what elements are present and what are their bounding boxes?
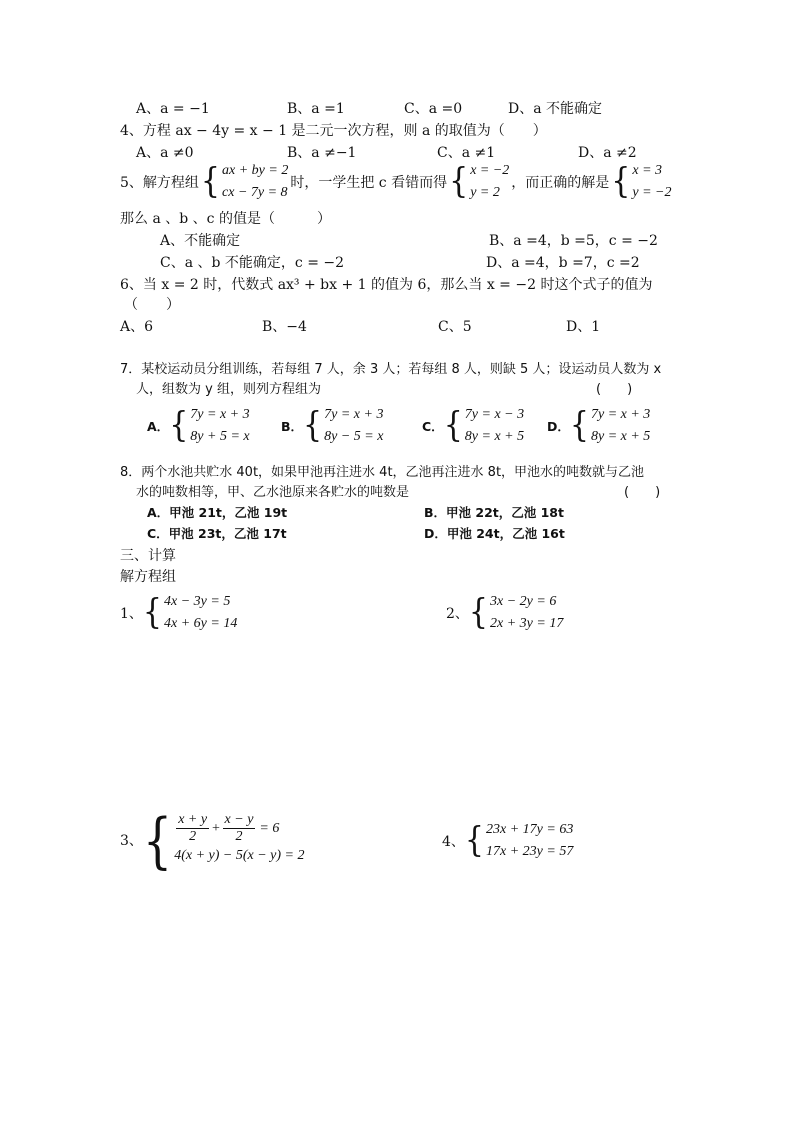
q3-option-b: B、a =1 bbox=[287, 101, 345, 117]
q7-line1: 7．某校运动员分组训练，若每组 7 人，余 3 人；若每组 8 人，则缺 5 人；设运动员人数为 x bbox=[120, 362, 662, 377]
fraction-numerator: x − y bbox=[224, 812, 254, 827]
q8-line2: 水的吨数相等，甲、乙水池原来各贮水的吨数是 bbox=[136, 485, 410, 500]
fraction-numerator: x + y bbox=[178, 812, 208, 827]
q8-paren: ( ) bbox=[624, 485, 661, 500]
q7-option-c-eq2: 8y = x + 5 bbox=[464, 429, 525, 444]
q5-option-b: B、a =4，b =5，c = −2 bbox=[489, 233, 658, 249]
brace-icon: { bbox=[468, 592, 489, 633]
brace-icon: { bbox=[142, 592, 163, 633]
q5-system-wrong-eq2: y = 2 bbox=[470, 185, 500, 200]
q5-prefix: 5、解方程组 bbox=[120, 175, 199, 191]
plus-sign: + bbox=[211, 820, 221, 836]
q7-option-a-eq2: 8y + 5 = x bbox=[190, 429, 250, 444]
q7-option-d-eq1: 7y = x + 3 bbox=[590, 407, 651, 422]
section3-heading: 三、计算 bbox=[120, 548, 176, 564]
q4-option-d: D、a ≠2 bbox=[578, 145, 637, 161]
problem-3-eq1 bbox=[174, 812, 304, 845]
problem-4-eq1: 23x + 17y = 63 bbox=[486, 822, 574, 837]
problem-4-eq2: 17x + 23y = 57 bbox=[486, 844, 574, 859]
problem-3-label: 3、 bbox=[120, 832, 143, 849]
q5-system-wrong-eq1: x = −2 bbox=[470, 163, 510, 178]
q5-system-correct-eq2: y = −2 bbox=[632, 185, 672, 200]
q3-option-c: C、a =0 bbox=[404, 101, 463, 117]
q5-option-d: D、a =4，b =7，c =2 bbox=[486, 255, 640, 271]
q4-option-a: A、a ≠0 bbox=[136, 145, 194, 161]
q8-option-d: D．甲池 24t，乙池 16t bbox=[424, 526, 565, 541]
q6-option-c: C、5 bbox=[438, 319, 472, 335]
q7-line2: 人，组数为 y 组，则列方程组为 bbox=[136, 382, 321, 397]
q7-option-c bbox=[422, 404, 524, 448]
q7-option-d-eq2: 8y = x + 5 bbox=[590, 429, 651, 444]
q7-paren: ( ) bbox=[596, 382, 633, 397]
problem-1-label: 1、 bbox=[120, 606, 143, 622]
q3-option-d: D、a 不能确定 bbox=[508, 101, 603, 117]
q7-option-c-eq1: 7y = x − 3 bbox=[464, 407, 525, 422]
problem-2-eq2: 2x + 3y = 17 bbox=[490, 616, 564, 631]
brace-icon: { bbox=[169, 405, 189, 446]
problem-2-eq1: 3x − 2y = 6 bbox=[490, 594, 557, 609]
q8-line1: 8．两个水池共贮水 40t，如果甲池再注进水 4t，乙池再注进水 8t，甲池水的吨数就与乙池 bbox=[120, 465, 645, 480]
q5-system-correct-eq1: x = 3 bbox=[632, 163, 663, 178]
q8-option-c: C．甲池 23t，乙池 17t bbox=[147, 526, 287, 541]
q6-paren: （ ） bbox=[124, 297, 180, 313]
q7-option-a bbox=[147, 404, 250, 448]
q5-line2: 那么 a 、b 、c 的值是（ ） bbox=[120, 211, 331, 227]
problem-1 bbox=[120, 591, 237, 635]
q6-option-d: D、1 bbox=[566, 319, 601, 335]
q5-system-correct bbox=[611, 160, 671, 204]
q5-mid-text: 时，一学生把 c 看错而得 bbox=[290, 175, 448, 191]
brace-icon: { bbox=[464, 820, 485, 861]
q3-option-a: A、a = −1 bbox=[136, 101, 210, 117]
q7-option-b bbox=[281, 404, 383, 448]
q7-option-b-eq2: 8y − 5 = x bbox=[324, 429, 384, 444]
problem-3-eq2: 4(x + y) − 5(x − y) = 2 bbox=[174, 848, 305, 863]
q7-option-d-label: D． bbox=[547, 419, 570, 434]
q5-option-a: A、不能确定 bbox=[160, 233, 241, 249]
q4-option-b: B、a ≠−1 bbox=[287, 145, 357, 161]
q7-option-b-label: B． bbox=[281, 419, 304, 434]
problem-4-label: 4、 bbox=[442, 834, 465, 850]
q7-option-b-eq1: 7y = x + 3 bbox=[324, 407, 384, 422]
problem-4 bbox=[442, 819, 573, 863]
problem-3 bbox=[120, 804, 305, 875]
q4-option-c: C、a ≠1 bbox=[437, 145, 496, 161]
q6-option-b: B、−4 bbox=[262, 319, 307, 335]
q7-option-a-eq1: 7y = x + 3 bbox=[190, 407, 250, 422]
section3-subheading: 解方程组 bbox=[120, 569, 176, 585]
fraction bbox=[223, 812, 256, 845]
q6-option-a: A、6 bbox=[120, 319, 154, 335]
problem-2-label: 2、 bbox=[446, 606, 469, 622]
problem-1-eq1: 4x − 3y = 5 bbox=[164, 594, 231, 609]
q6-stem: 6、当 x = 2 时，代数式 ax³ + bx + 1 的值为 6，那么当 x = −2 时这个式子的值为 bbox=[120, 277, 653, 293]
problem-2 bbox=[446, 591, 563, 635]
fraction-denominator: 2 bbox=[189, 829, 197, 844]
q8-option-b: B．甲池 22t，乙池 18t bbox=[424, 505, 564, 520]
q5-stem bbox=[120, 160, 674, 204]
q5-system-given-eq1: ax + by = 2 bbox=[222, 163, 289, 178]
q7-option-c-label: C． bbox=[422, 419, 444, 434]
fraction bbox=[176, 812, 209, 845]
q5-system-given bbox=[201, 160, 288, 204]
brace-icon: { bbox=[569, 405, 589, 446]
brace-icon: { bbox=[449, 161, 469, 202]
q7-option-a-label: A． bbox=[147, 419, 170, 434]
brace-icon: { bbox=[611, 161, 631, 202]
problem-3-eq1-rhs: = 6 bbox=[259, 820, 280, 836]
q4-stem: 4、方程 ax − 4y = x − 1 是二元一次方程，则 a 的取值为（ ） bbox=[120, 123, 547, 139]
problem-1-eq2: 4x + 6y = 14 bbox=[164, 616, 238, 631]
q5-system-wrong bbox=[449, 160, 509, 204]
brace-icon: { bbox=[303, 405, 323, 446]
q5-mid-text-2: ，而正确的解是 bbox=[511, 175, 610, 191]
q7-option-d bbox=[547, 404, 650, 448]
brace-icon: { bbox=[443, 405, 463, 446]
brace-icon: { bbox=[142, 804, 173, 875]
q8-option-a: A．甲池 21t，乙池 19t bbox=[147, 505, 288, 520]
q5-option-c: C、a 、b 不能确定，c = −2 bbox=[160, 255, 345, 271]
fraction-denominator: 2 bbox=[235, 829, 243, 844]
q5-system-given-eq2: cx − 7y = 8 bbox=[222, 185, 288, 200]
brace-icon: { bbox=[200, 161, 221, 202]
